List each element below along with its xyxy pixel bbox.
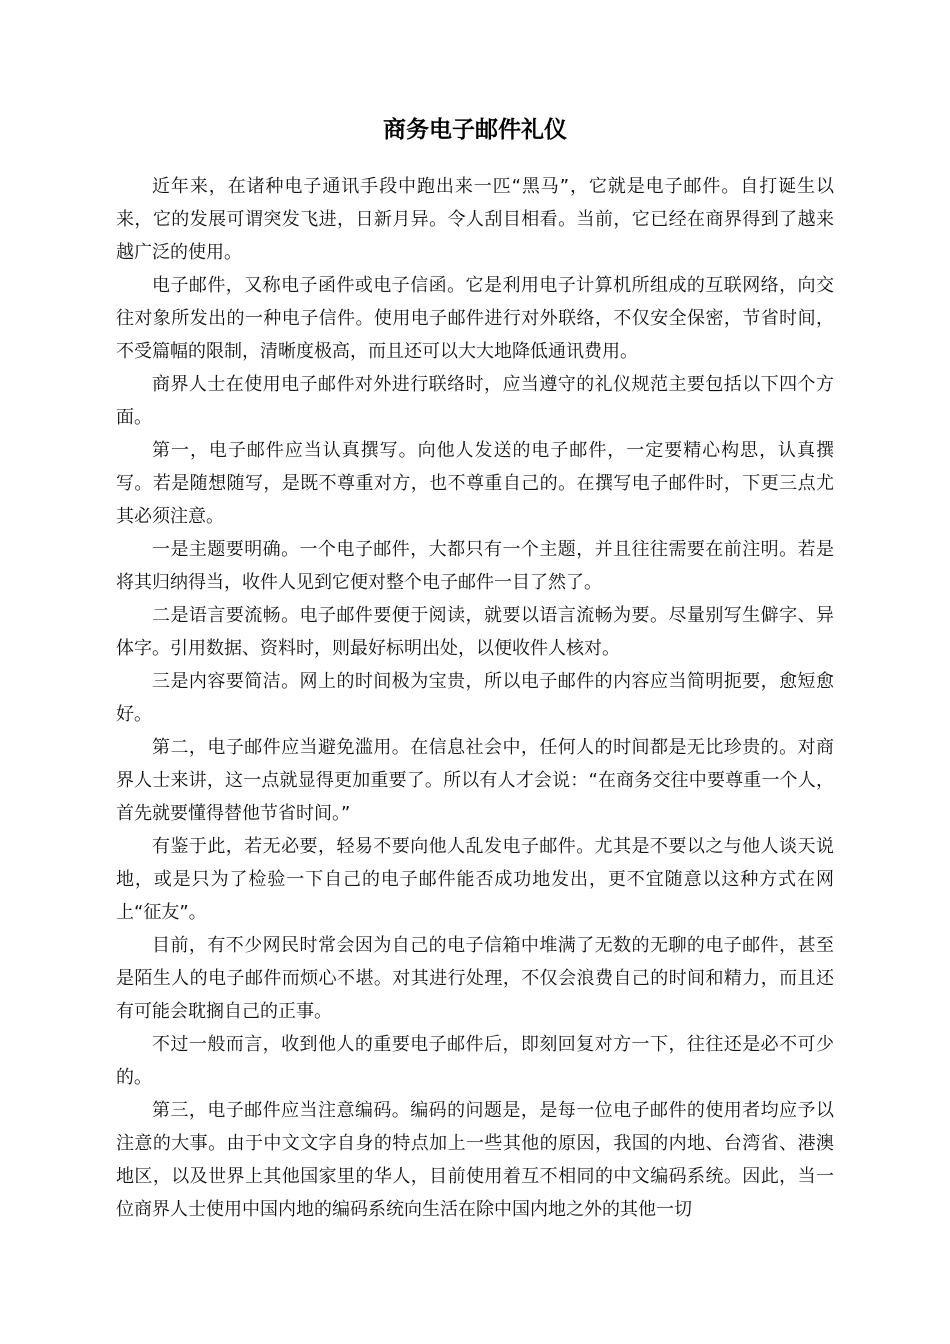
paragraph: 不过一般而言，收到他人的重要电子邮件后，即刻回复对方一下，往往还是必不可少的。 [116,1034,834,1088]
paragraph: 二是语言要流畅。电子邮件要便于阅读，就要以语言流畅为要。尽量别写生僻字、异体字。引用数据、资料时，则最好标明出处，以便收件人核对。 [116,605,834,659]
paragraph: 三是内容要简洁。网上的时间极为宝贵，所以电子邮件的内容应当简明扼要，愈短愈好。 [116,671,834,725]
document-body [116,170,834,1226]
document-title: 商务电子邮件礼仪 [383,117,567,143]
paragraph: 商界人士在使用电子邮件对外进行联络时，应当遵守的礼仪规范主要包括以下四个方面。 [116,374,834,428]
paragraph: 第三，电子邮件应当注意编码。编码的问题是，是每一位电子邮件的使用者均应予以注意的大事。由于中文文字自身的特点加上一些其他的原因，我国的内地、台湾省、港澳地区，以及世界上其他国家里的华人，目前使用着互不相同的中文编码系统。因此，当一位商界人士使用中国内地的编码系统向生活在除中国内地之外的其他一切 [116,1100,834,1220]
paragraph: 目前，有不少网民时常会因为自己的电子信箱中堆满了无数的无聊的电子邮件，甚至是陌生人的电子邮件而烦心不堪。对其进行处理，不仅会浪费自己的时间和精力，而且还有可能会耽搁自己的正事。 [116,935,834,1022]
paragraph: 一是主题要明确。一个电子邮件，大都只有一个主题，并且往往需要在前注明。若是将其归纳得当，收件人见到它便对整个电子邮件一目了然了。 [116,539,834,593]
paragraph: 第二，电子邮件应当避免滥用。在信息社会中，任何人的时间都是无比珍贵的。对商界人士来讲，这一点就显得更加重要了。所以有人才会说：“在商务交往中要尊重一个人，首先就要懂得替他节省时间。” [116,737,834,824]
paragraph: 电子邮件，又称电子函件或电子信函。它是利用电子计算机所组成的互联网络，向交往对象所发出的一种电子信件。使用电子邮件进行对外联络，不仅安全保密，节省时间，不受篇幅的限制，清晰度极高，而且还可以大大地降低通讯费用。 [116,275,834,362]
paragraph: 近年来，在诸种电子通讯手段中跑出来一匹“黑马”，它就是电子邮件。自打诞生以来，它的发展可谓突发飞进，日新月异。令人刮目相看。当前，它已经在商界得到了越来越广泛的使用。 [116,176,834,263]
paragraph: 有鉴于此，若无必要，轻易不要向他人乱发电子邮件。尤其是不要以之与他人谈天说地，或是只为了检验一下自己的电子邮件能否成功地发出，更不宜随意以这种方式在网上“征友”。 [116,836,834,923]
paragraph: 第一，电子邮件应当认真撰写。向他人发送的电子邮件，一定要精心构思，认真撰写。若是随想随写，是既不尊重对方，也不尊重自己的。在撰写电子邮件时，下更三点尤其必须注意。 [116,440,834,527]
